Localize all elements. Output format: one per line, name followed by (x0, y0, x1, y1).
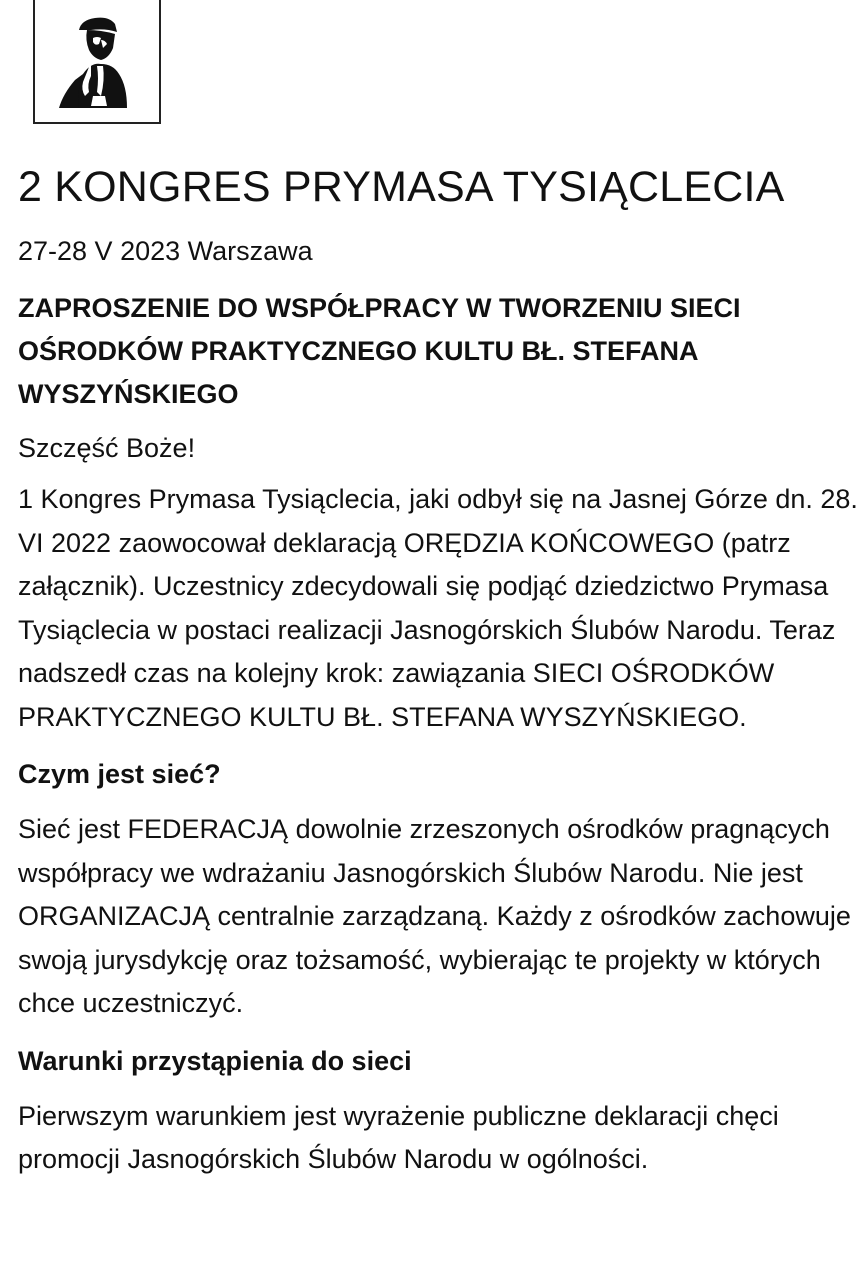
invitation-heading: ZAPROSZENIE DO WSPÓŁPRACY W TWORZENIU SIECI OŚRODKÓW PRAKTYCZNEGO KULTU BŁ. STEFANA WYSZYŃSKIEGO (18, 293, 741, 409)
date-place: 27-28 V 2023 Warszawa (18, 236, 313, 266)
greeting: Szczęść Boże! (18, 433, 196, 463)
logo (33, 0, 161, 124)
section-heading-joining-conditions: Warunki przystąpienia do sieci (18, 1045, 412, 1076)
section-body-what-is-network: Sieć jest FEDERACJĄ dowolnie zrzeszonych ośrodków pragnących współpracy we wdrażaniu Jasnogórskich Ślubów Narodu. Nie jest ORGANIZACJĄ centralnie zarządzaną. Każdy z ośrodków zachowuje swoją jurysdykcję oraz tożsamość, wybierając te projekty w których chce uczestniczyć. (18, 814, 851, 1018)
section-body-joining-conditions: Pierwszym warunkiem jest wyrażenie publiczne deklaracji chęci promocji Jasnogórskich Ślubów Narodu w ogólności. (18, 1100, 779, 1174)
intro-paragraph: 1 Kongres Prymasa Tysiąclecia, jaki odbył się na Jasnej Górze dn. 28. VI 2022 zaowocował deklaracją ORĘDZIA KOŃCOWEGO (patrz załącznik). Uczestnicy zdecydowali się podjąć dziedzictwo Prymasa Tysiąclecia w postaci realizacji Jasnogórskich Ślubów Narodu. Teraz nadszedł czas na kolejny krok: zawiązania SIECI OŚRODKÓW PRAKTYCZNEGO KULTU BŁ. STEFANA WYSZYŃSKIEGO. (18, 484, 858, 732)
document-body (18, 160, 858, 1182)
page-title: 2 KONGRES PRYMASA TYSIĄCLECIA (18, 163, 785, 211)
section-heading-what-is-network: Czym jest sieć? (18, 759, 221, 789)
primate-portrait-logo-icon (35, 0, 159, 122)
